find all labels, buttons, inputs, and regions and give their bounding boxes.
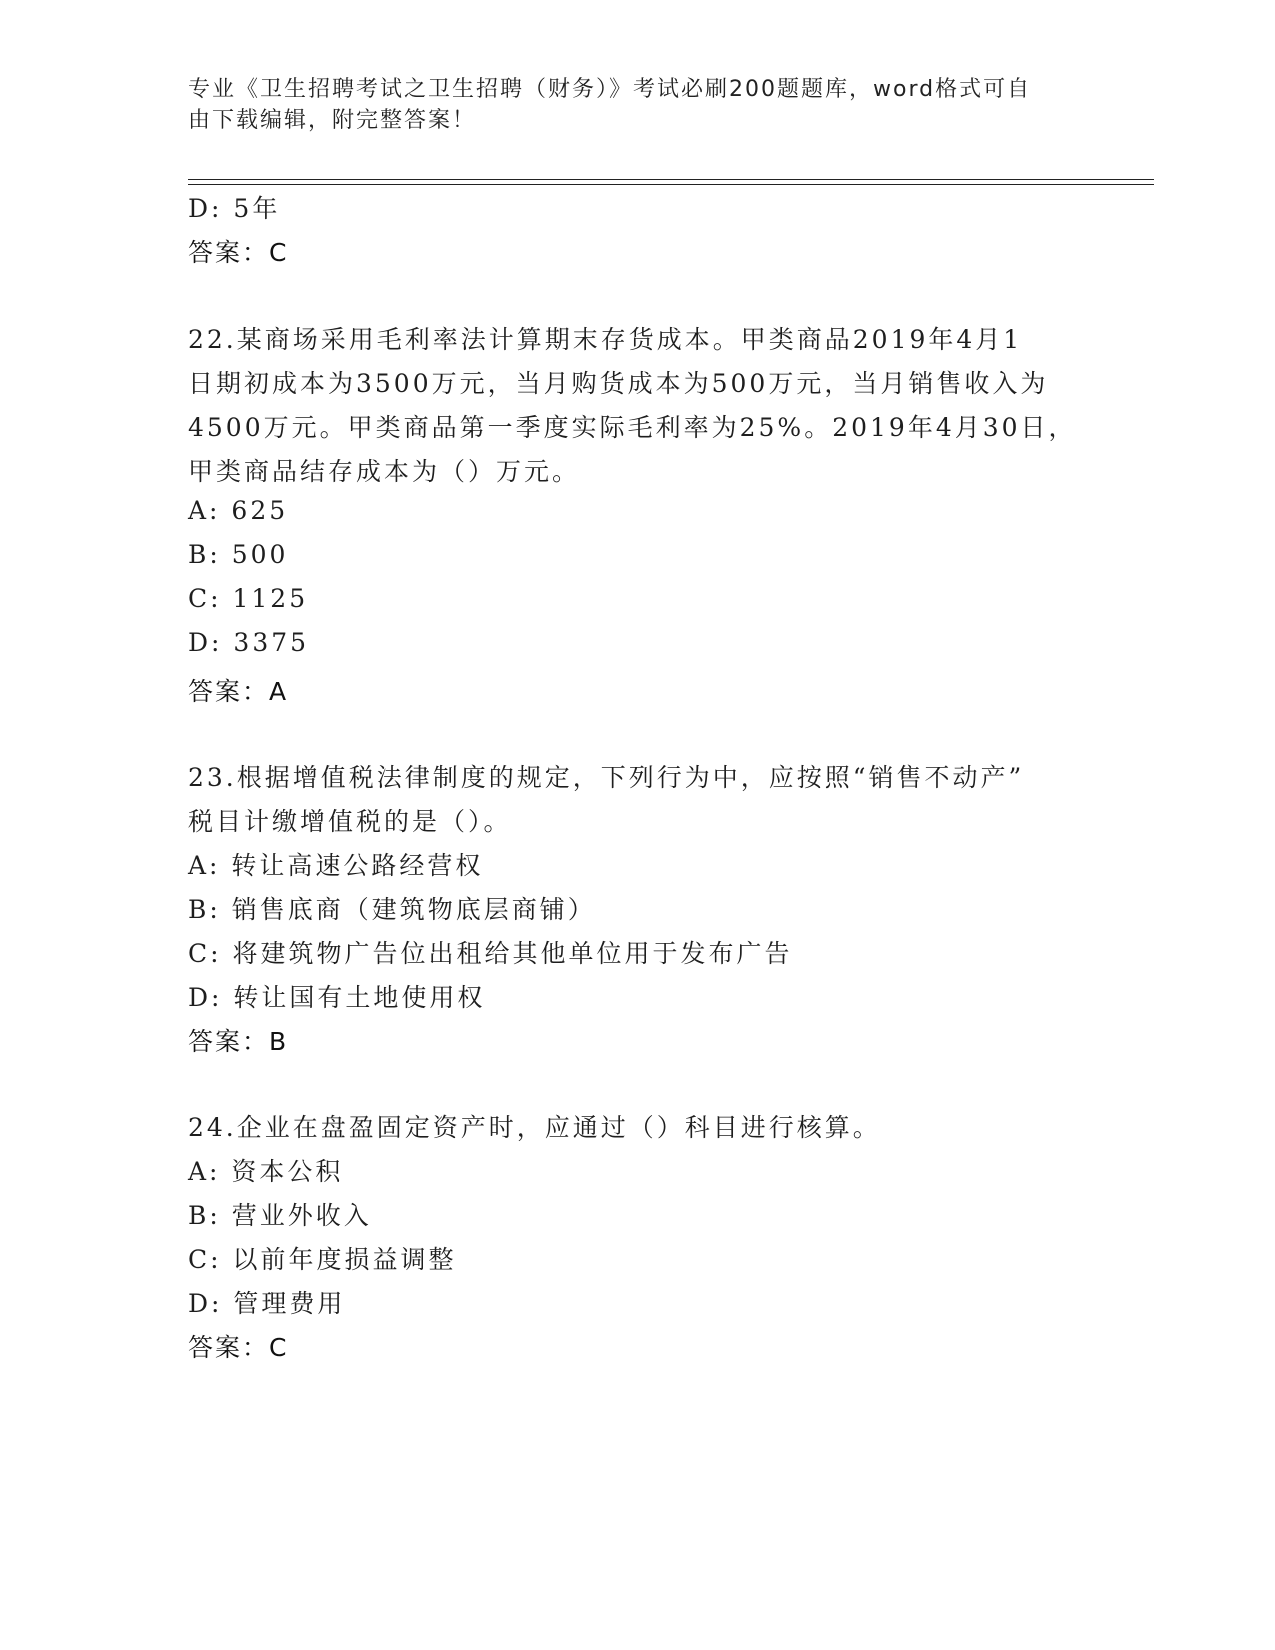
q22-answer: 答案：A	[188, 677, 289, 706]
q22-stem-line-1: 22.某商场采用毛利率法计算期末存货成本。甲类商品2019年4月1	[188, 325, 1023, 354]
q22-stem-line-2: 日期初成本为3500万元，当月购货成本为500万元，当月销售收入为	[188, 369, 1049, 398]
header-divider-top	[188, 179, 1154, 180]
q24-option-d: D: 管理费用	[188, 1289, 346, 1318]
q22-stem-line-4: 甲类商品结存成本为（）万元。	[188, 457, 581, 486]
q23-option-a: A: 转让高速公路经营权	[188, 851, 484, 880]
prev-answer: 答案：C	[188, 238, 289, 267]
header-line-1: 专业《卫生招聘考试之卫生招聘（财务）》考试必刷200题题库，word格式可自	[188, 77, 1032, 102]
q24-answer: 答案：C	[188, 1333, 289, 1362]
q23-answer: 答案：B	[188, 1027, 289, 1056]
q22-option-d: D: 3375	[188, 628, 310, 657]
q24-option-b: B: 营业外收入	[188, 1201, 372, 1230]
q24-stem-line-1: 24.企业在盘盈固定资产时，应通过（）科目进行核算。	[188, 1113, 881, 1142]
header-line-2: 由下载编辑，附完整答案！	[188, 108, 477, 133]
header-divider-bottom	[188, 184, 1154, 185]
q23-stem-line-1: 23.根据增值税法律制度的规定，下列行为中，应按照“销售不动产”	[188, 763, 1025, 792]
q23-option-c: C: 将建筑物广告位出租给其他单位用于发布广告	[188, 939, 793, 968]
q22-stem-line-3: 4500万元。甲类商品第一季度实际毛利率为25%。2019年4月30日，	[188, 413, 1077, 442]
document-header	[188, 74, 1068, 136]
q23-stem-line-2: 税目计缴增值税的是（）。	[188, 807, 512, 836]
q24-option-a: A: 资本公积	[188, 1157, 344, 1186]
q22-option-b: B: 500	[188, 540, 289, 569]
prev-option-d: D: 5年	[188, 194, 281, 223]
q23-option-d: D: 转让国有土地使用权	[188, 983, 486, 1012]
q23-option-b: B: 销售底商（建筑物底层商铺）	[188, 895, 596, 924]
q22-option-c: C: 1125	[188, 584, 309, 613]
q22-option-a: A: 625	[188, 496, 289, 525]
q24-option-c: C: 以前年度损益调整	[188, 1245, 457, 1274]
